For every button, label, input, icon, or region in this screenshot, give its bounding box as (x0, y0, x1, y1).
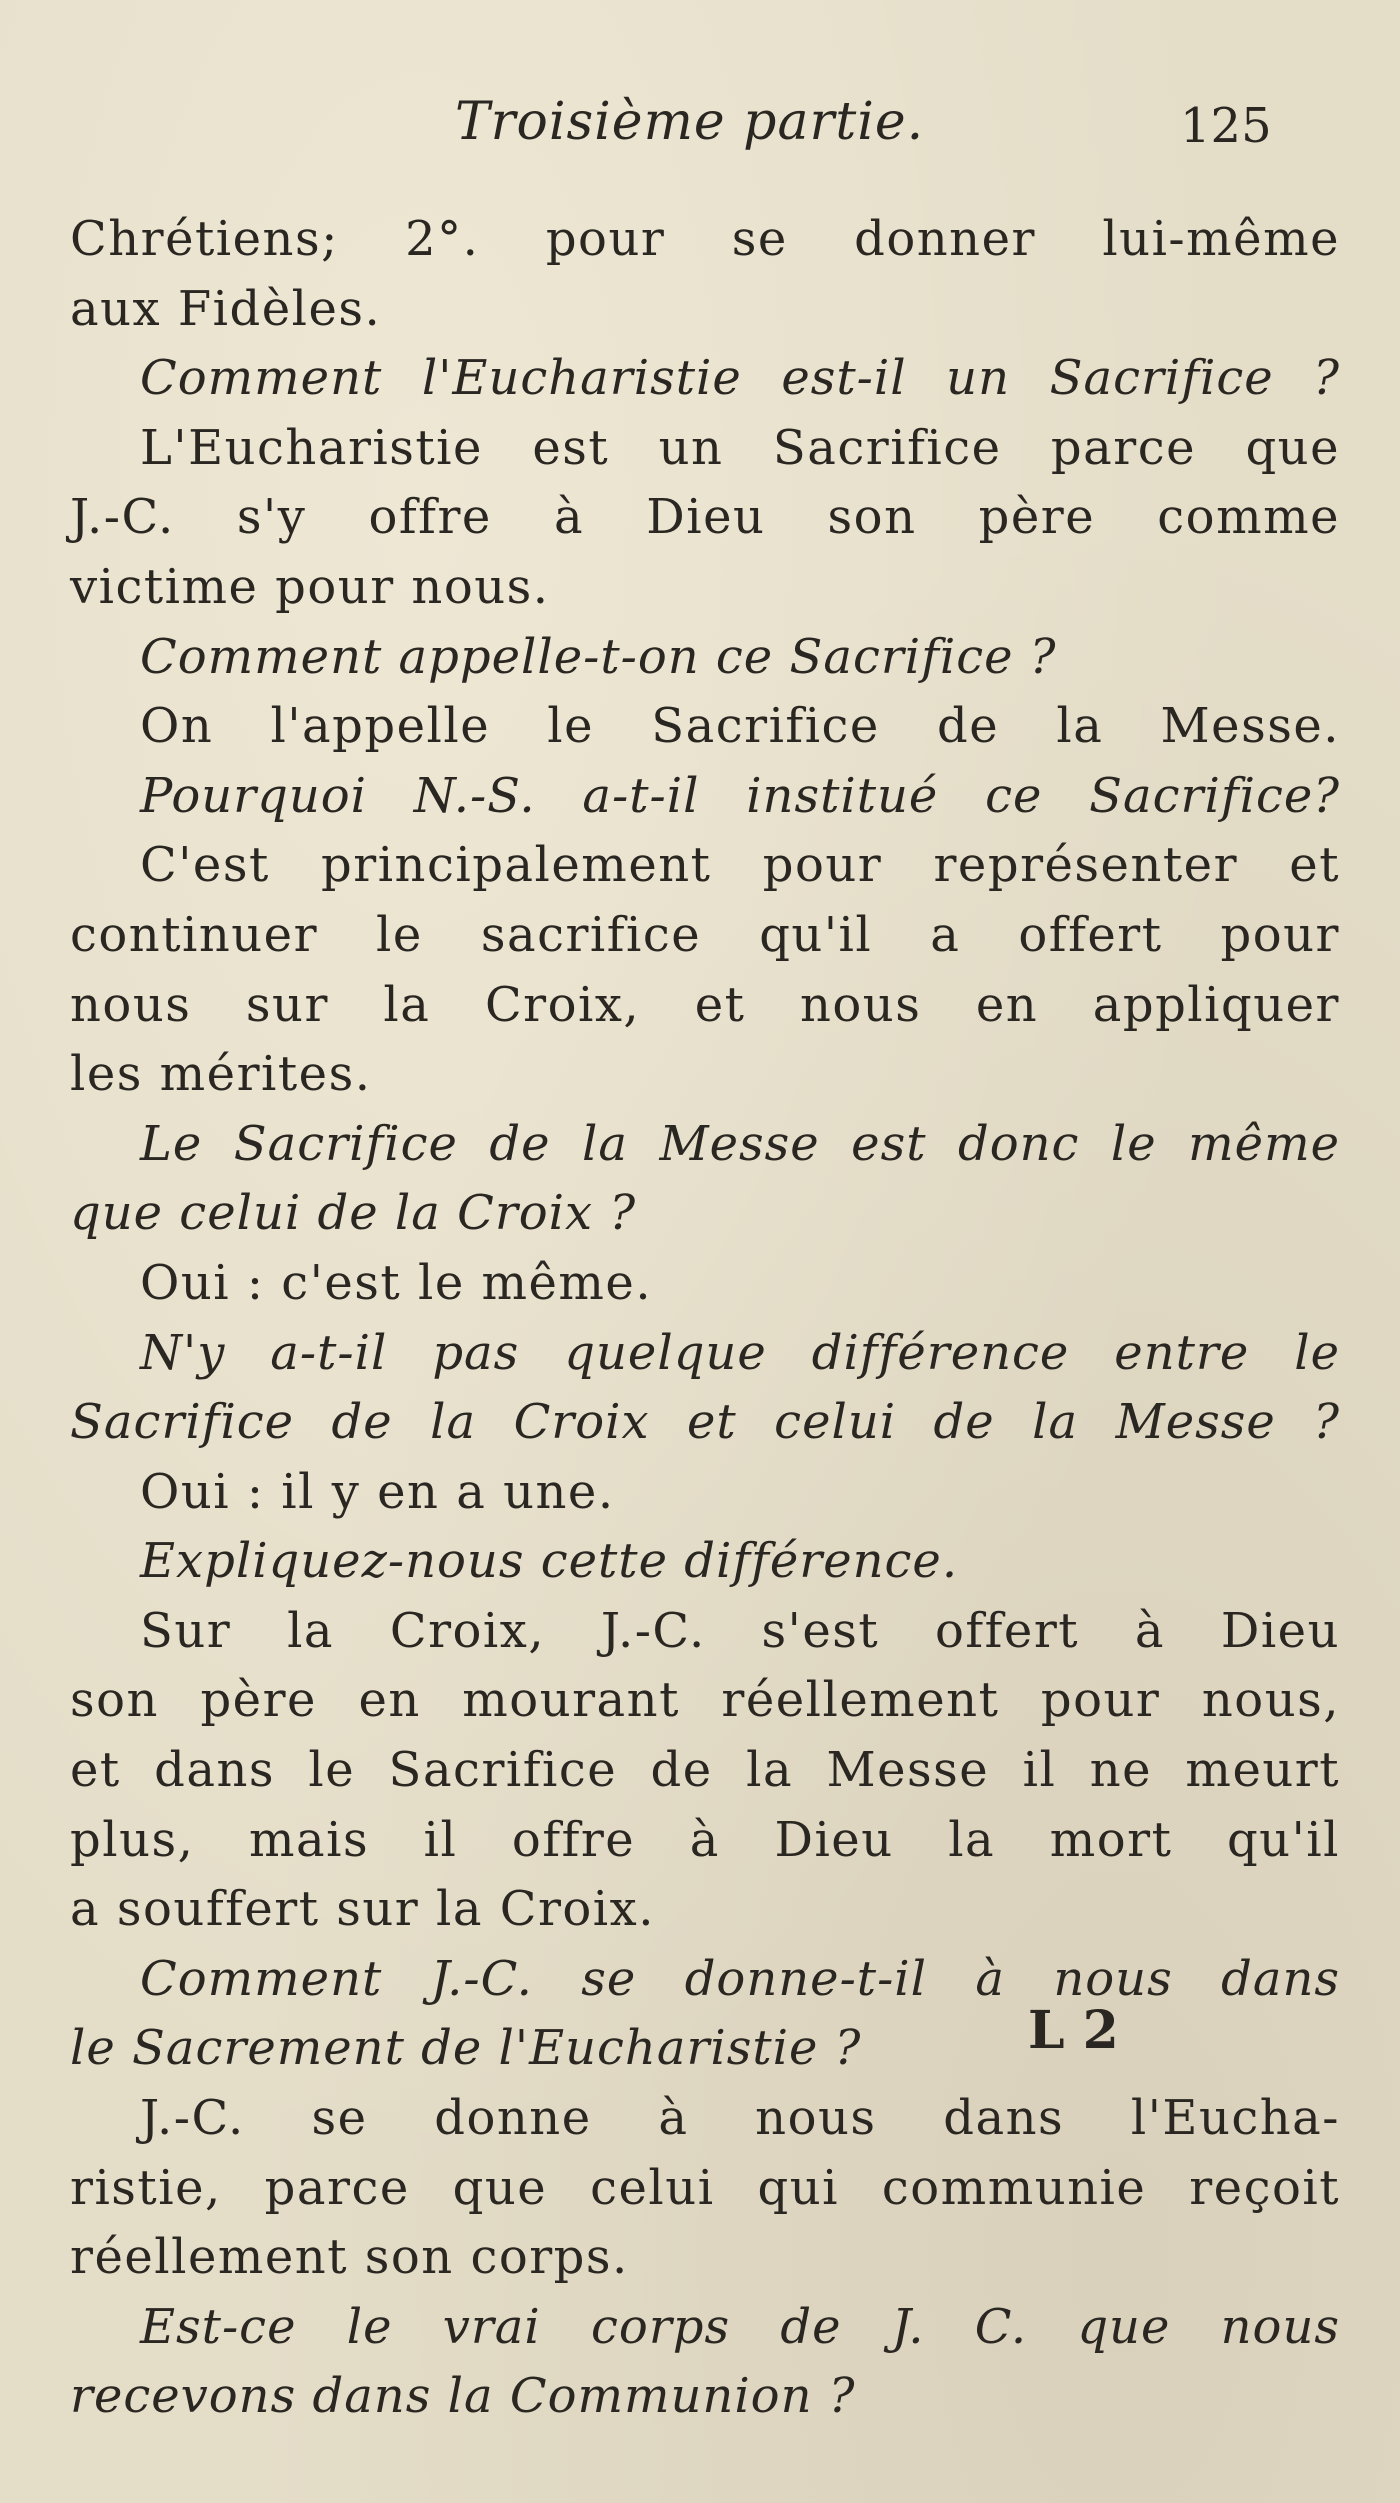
answer-line: Sur la Croix, J.-C. s'est offert à Dieu (140, 1602, 1340, 1659)
text-line: victime pour nous. (70, 558, 550, 615)
running-head: Troisième partie. (455, 92, 925, 152)
text-line: J.-C. s'y offre à Dieu son père comme (70, 489, 1340, 546)
question-line: Le Sacrifice de la Messe est donc le même (140, 1115, 1340, 1172)
text-line: réellement son corps. (70, 2229, 629, 2286)
signature-mark: L 2 (1028, 2000, 1119, 2061)
answer-line: On l'appelle le Sacrifice de la Messe. (140, 698, 1340, 755)
question-line: Est-ce le vrai corps de J. C. que nous (140, 2298, 1340, 2355)
question-line: Pourquoi N.-S. a-t-il institué ce Sacrifice? (140, 767, 1340, 824)
page-number: 125 (1180, 98, 1272, 154)
body-text (70, 205, 1340, 2432)
question-line: Expliquez-nous cette différence. (140, 1533, 959, 1590)
question-line: Comment l'Eucharistie est-il un Sacrifice ? (140, 350, 1340, 407)
answer-line: L'Eucharistie est un Sacrifice parce que (140, 419, 1340, 476)
text-line: plus, mais il offre à Dieu la mort qu'il (70, 1811, 1340, 1868)
question-line: recevons dans la Communion ? (70, 2368, 856, 2425)
question-line: N'y a-t-il pas quelque différence entre le (140, 1324, 1340, 1381)
question-line: Sacrifice de la Croix et celui de la Messe ? (70, 1394, 1340, 1451)
text-line: continuer le sacrifice qu'il a offert pour (70, 906, 1340, 963)
text-line: nous sur la Croix, et nous en appliquer (70, 976, 1340, 1033)
text-line: Chrétiens; 2°. pour se donner lui-même (70, 211, 1340, 267)
text-line: a souffert sur la Croix. (70, 1881, 655, 1938)
question-line: Comment appelle-t-on ce Sacrifice ? (140, 628, 1057, 685)
text-line: aux Fidèles. (70, 280, 382, 337)
answer-line: Oui : il y en a une. (140, 1463, 615, 1520)
text-line: son père en mourant réellement pour nous, (70, 1672, 1340, 1729)
answer-line: Oui : c'est le même. (140, 1254, 653, 1311)
answer-line: J.-C. se donne à nous dans l'Eucha- (140, 2090, 1340, 2147)
text-line: et dans le Sacrifice de la Messe il ne meurt (70, 1742, 1340, 1799)
question-line: Comment J.-C. se donne-t-il à nous dans (140, 1950, 1340, 2007)
page-header (0, 92, 1400, 172)
answer-line: C'est principalement pour représenter et (140, 837, 1340, 894)
text-line: ristie, parce que celui qui communie reçoit (70, 2159, 1340, 2216)
text-line: les mérites. (70, 1046, 372, 1103)
question-line: le Sacrement de l'Eucharistie ? (70, 2020, 862, 2077)
question-line: que celui de la Croix ? (70, 1185, 637, 1242)
